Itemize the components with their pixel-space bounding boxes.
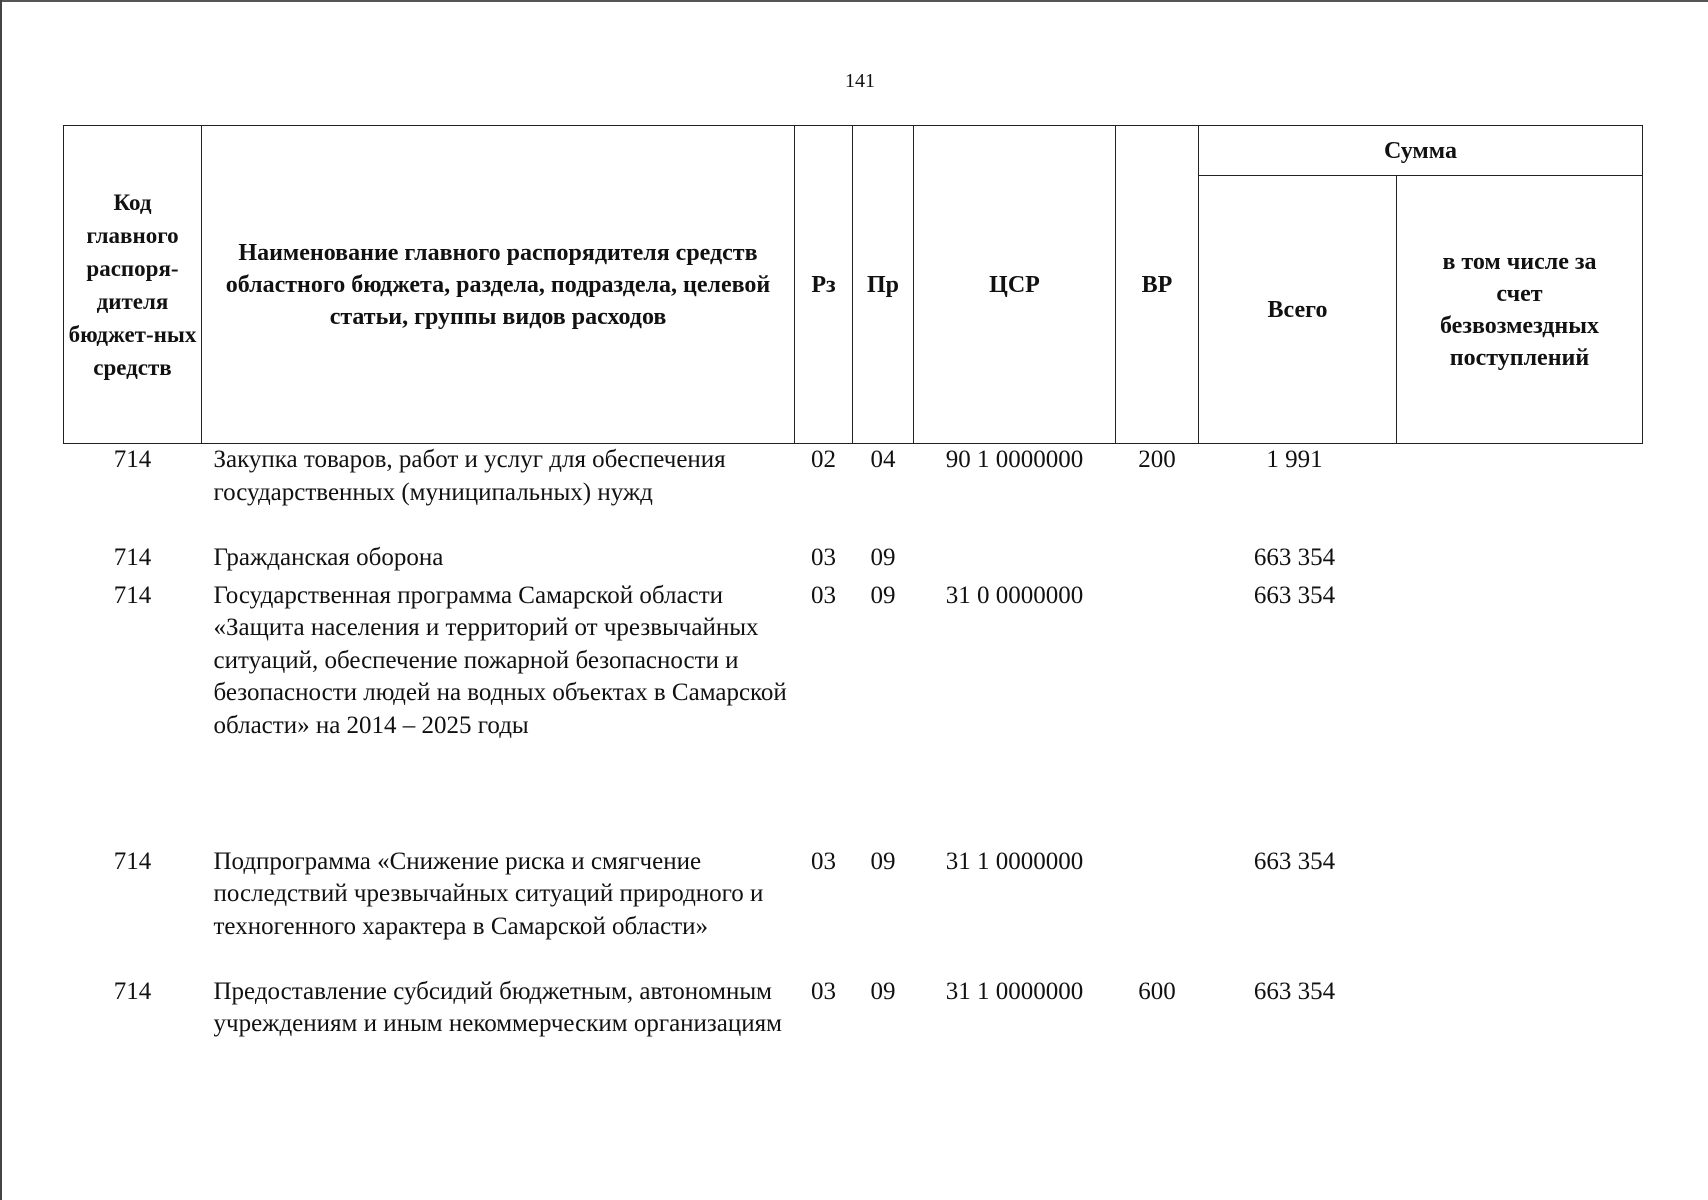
row-vr: 600	[1138, 977, 1176, 1005]
row-gratuitous	[1397, 542, 1643, 580]
row-rz: 02	[811, 446, 836, 473]
header-code: Код главного распоря-дителя бюджет-ных средств	[64, 126, 202, 444]
row-pr: 09	[870, 977, 896, 1005]
row-gratuitous	[1397, 846, 1643, 976]
row-vr: 200	[1138, 446, 1176, 473]
header-csr: ЦСР	[914, 126, 1116, 444]
page-number: 141	[845, 70, 875, 92]
page-border-top	[0, 0, 1708, 2]
row-name: Государственная программа Самарской области «Защита населения и территорий от чрезвычайных ситуаций, обеспечение пожарной безопасности и безопасности людей на водных объектах в Самарской области» на 2014 – 2025 годы	[213, 581, 787, 739]
header-rz: Рз	[795, 126, 853, 444]
header-pr: Пр	[853, 126, 914, 444]
row-vr	[1116, 542, 1199, 580]
header-name: Наименование главного распорядителя средств областного бюджета, раздела, подраздела, целевой статьи, группы видов расходов	[202, 126, 795, 444]
row-name: Закупка товаров, работ и услуг для обеспечения государственных (муниципальных) нужд	[213, 446, 726, 506]
row-total: 663 354	[1253, 977, 1336, 1005]
budget-table	[63, 125, 1643, 1076]
row-pr: 09	[870, 543, 896, 571]
header-vr: ВР	[1116, 126, 1199, 444]
table-row	[64, 846, 1643, 976]
row-rz: 03	[811, 581, 836, 609]
row-gratuitous	[1397, 976, 1643, 1076]
row-code: 714	[113, 581, 152, 609]
row-total: 1 991	[1266, 446, 1323, 473]
row-rz: 03	[811, 847, 836, 875]
row-name: Гражданская оборона	[213, 543, 444, 571]
row-code: 714	[113, 977, 152, 1005]
row-total: 663 354	[1253, 847, 1336, 875]
row-vr	[1116, 580, 1199, 846]
row-rz: 03	[811, 977, 836, 1005]
row-csr: 31 1 0000000	[945, 977, 1084, 1005]
row-pr: 04	[870, 446, 896, 473]
header-total: Всего	[1199, 176, 1397, 444]
row-code: 714	[113, 543, 152, 571]
row-name: Подпрограмма «Снижение риска и смягчение последствий чрезвычайных ситуаций природного и техногенного характера в Самарской области»	[213, 847, 764, 940]
row-vr	[1116, 846, 1199, 976]
row-total: 663 354	[1253, 581, 1336, 609]
row-pr: 09	[870, 581, 896, 609]
header-sum: Сумма	[1199, 126, 1643, 176]
row-gratuitous	[1397, 444, 1643, 542]
row-total: 663 354	[1253, 543, 1336, 571]
page-border-left	[0, 0, 2, 1200]
row-rz: 03	[811, 543, 836, 571]
table-row	[64, 444, 1643, 542]
table-row	[64, 976, 1643, 1076]
row-csr: 90 1 0000000	[945, 446, 1084, 473]
row-code: 714	[113, 847, 152, 875]
row-name: Предоставление субсидий бюджетным, автономным учреждениям и иным некоммерческим организациям	[213, 977, 782, 1037]
row-pr: 09	[870, 847, 896, 875]
header-gratuitous: в том числе за счет безвозмездных поступлений	[1397, 176, 1643, 444]
table-row	[64, 580, 1643, 846]
row-code: 714	[113, 446, 152, 473]
row-csr: 31 0 0000000	[945, 581, 1084, 609]
row-csr: 31 1 0000000	[945, 847, 1084, 875]
row-csr	[914, 542, 1116, 580]
table-row	[64, 542, 1643, 580]
row-gratuitous	[1397, 580, 1643, 846]
